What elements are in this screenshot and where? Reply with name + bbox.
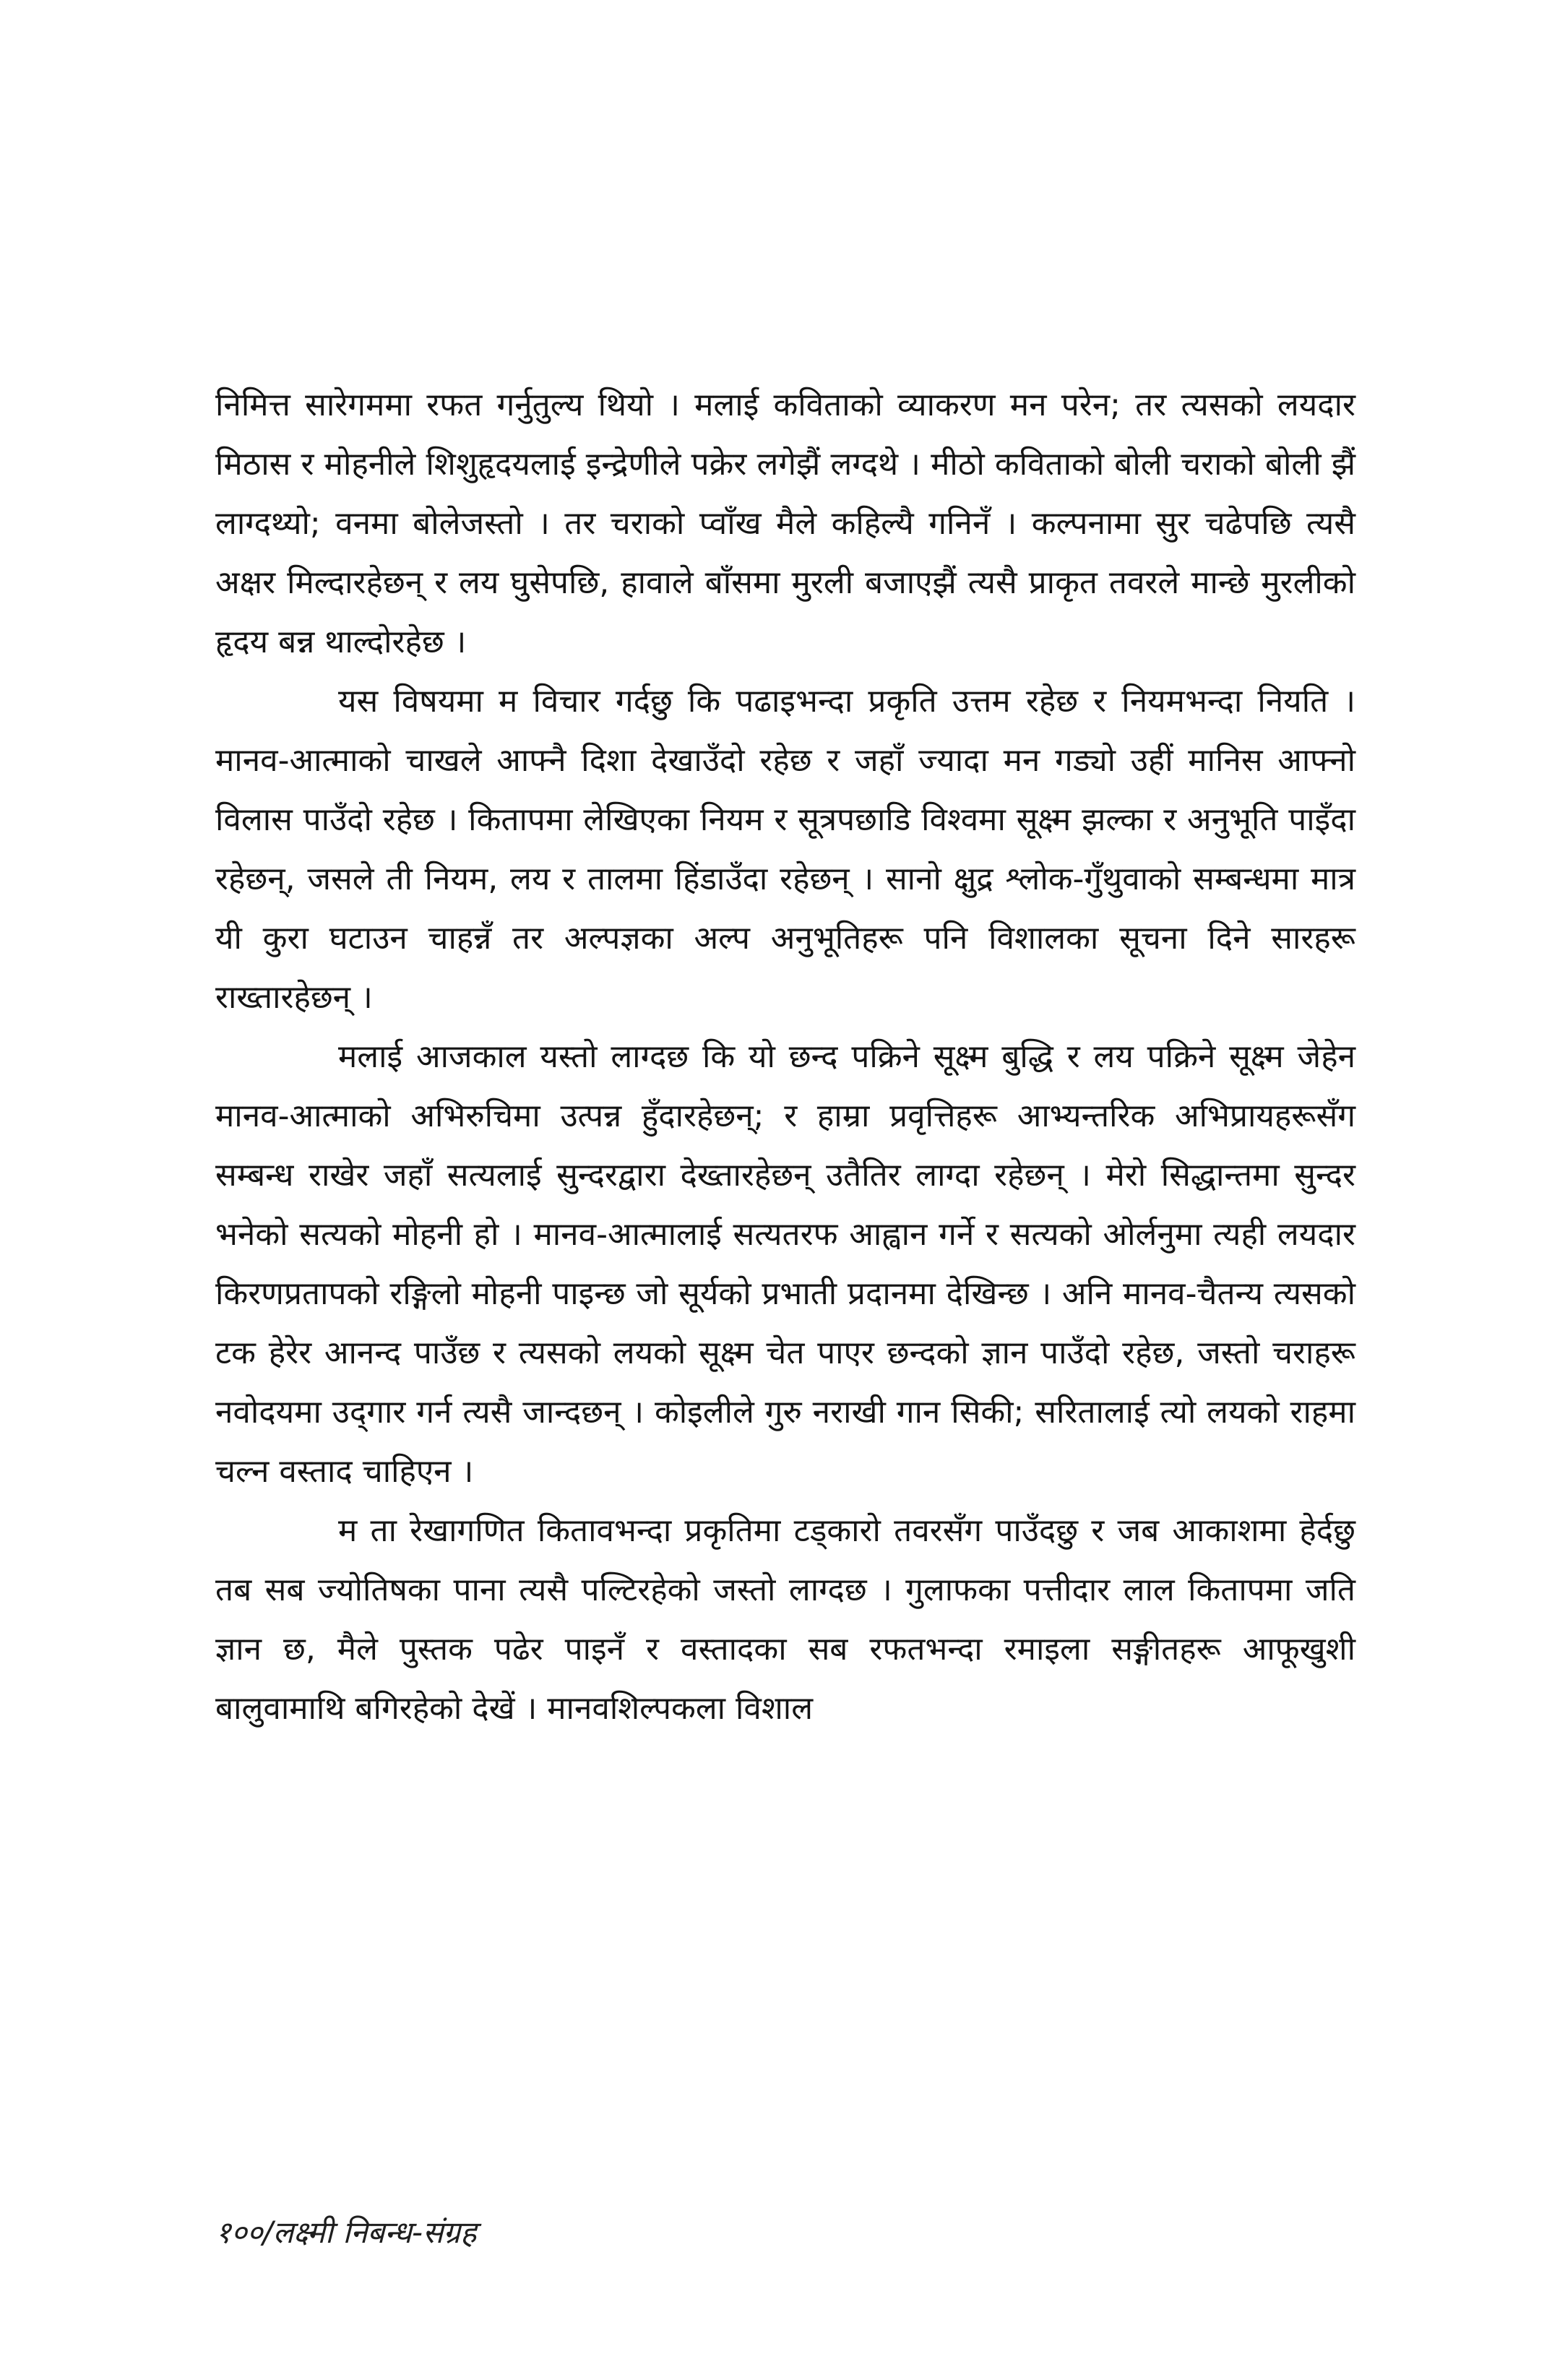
page-number: १००	[215, 2215, 263, 2250]
footer-separator: /	[262, 2215, 273, 2250]
paragraph: यस विषयमा म विचार गर्दछु कि पढाइभन्दा प्रकृति उत्तम रहेछ र नियमभन्दा नियति । मानव-आत्माको चाखले आफ्नै दिशा देखाउँदो रहेछ र जहाँ ज्यादा मन गड्यो उहीं मानिस आफ्नो विलास पाउँदो रहेछ । कितापमा लेखिएका नियम र सूत्रपछाडि विश्वमा सूक्ष्म झल्का र अनुभूति पाइँदा रहेछन्, जसले ती नियम, लय र तालमा हिंडाउँदा रहेछन् । सानो क्षुद्र श्लोक-गुँथुवाको सम्बन्धमा मात्र यी कुरा घटाउन चाहन्नँ तर अल्पज्ञका अल्प अनुभूतिहरू पनि विशालका सूचना दिने सारहरू राख्तारहेछन् ।	[215, 683, 1355, 1016]
paragraph: मलाई आजकाल यस्तो लाग्दछ कि यो छन्द पक्रिने सूक्ष्म बुद्धि र लय पक्रिने सूक्ष्म जेहेन मानव-आत्माको अभिरुचिमा उत्पन्न हुँदारहेछन्; र हाम्रा प्रवृत्तिहरू आभ्यन्तरिक अभिप्रायहरूसँग सम्बन्ध राखेर जहाँ सत्यलाई सुन्दरद्वारा देख्तारहेछन् उतैतिर लाग्दा रहेछन् । मेरो सिद्धान्तमा सुन्दर भनेको सत्यको मोहनी हो । मानव-आत्मालाई सत्यतरफ आह्वान गर्ने र सत्यको ओर्लनुमा त्यही लयदार किरणप्रतापको रङ्गिलो मोहनी पाइन्छ जो सूर्यको प्रभाती प्रदानमा देखिन्छ । अनि मानव-चैतन्य त्यसको टक हेरेर आनन्द पाउँछ र त्यसको लयको सूक्ष्म चेत पाएर छन्दको ज्ञान पाउँदो रहेछ, जस्तो चराहरू नवोदयमा उद्‌गार गर्न त्यसै जान्दछन् । कोइलीले गुरु नराखी गान सिकी; सरितालाई त्यो लयको राहमा चल्न वस्ताद चाहिएन ।	[215, 1038, 1355, 1490]
body-text	[215, 376, 1355, 1738]
book-title: लक्ष्मी निबन्ध-संग्रह	[272, 2215, 477, 2250]
paragraph-continued: निमित्त सारेगममा रफत गर्नुतुल्य थियो । मलाई कविताको व्याकरण मन परेन; तर त्यसको लयदार मिठास र मोहनीले शिशुहृदयलाई इन्द्रेणीले पक्रेर लगेझैं लग्दथे । मीठो कविताको बोली चराको बोली झैं लाग्दथ्यो; वनमा बोलेजस्तो । तर चराको प्वाँख मैले कहिल्यै गनिनँ । कल्पनामा सुर चढेपछि त्यसै अक्षर मिल्दारहेछन् र लय घुसेपछि, हावाले बाँसमा मुरली बजाएझैं त्यसै प्राकृत तवरले मान्छे मुरलीको हृदय बन्न थाल्दोरहेछ ।	[215, 387, 1355, 660]
page-footer	[215, 2211, 476, 2252]
paragraph: म ता रेखागणित कितावभन्दा प्रकृतिमा टड्कारो तवरसँग पाउँदछु र जब आकाशमा हेर्दछु तब सब ज्योतिषका पाना त्यसै पल्टिरहेको जस्तो लाग्दछ । गुलाफका पत्तीदार लाल कितापमा जति ज्ञान छ, मैले पुस्तक पढेर पाइनँ र वस्तादका सब रफतभन्दा रमाइला सङ्गीतहरू आफूखुशी बालुवामाथि बगिरहेको देखें । मानवशिल्पकला विशाल	[215, 1512, 1355, 1727]
